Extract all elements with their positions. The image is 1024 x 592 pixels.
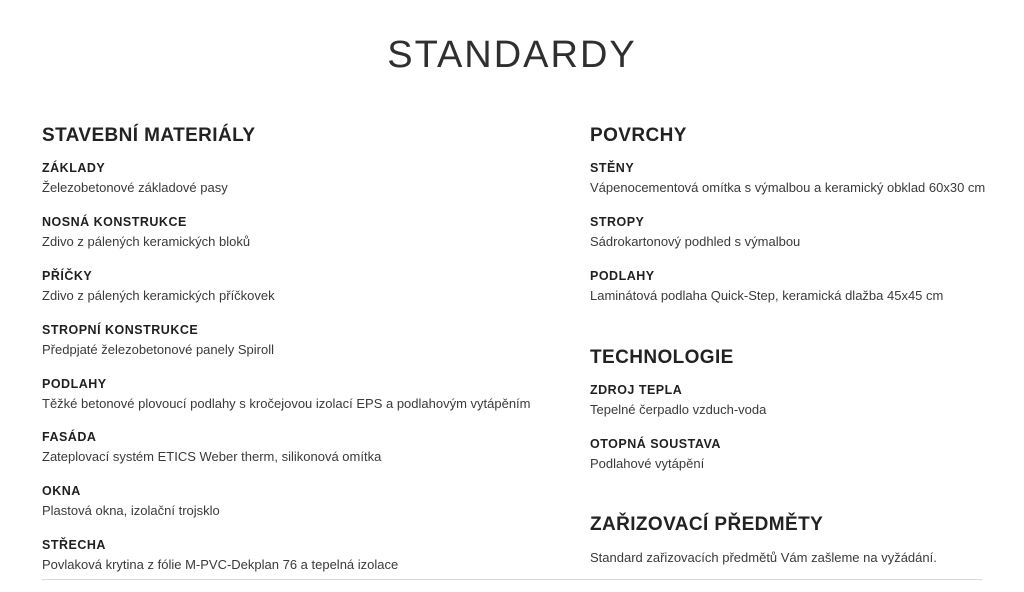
section-title: ZAŘIZOVACÍ PŘEDMĚTY bbox=[590, 514, 824, 536]
spec-value: Těžké betonové plovoucí podlahy s kročejovou izolací EPS a podlahovým vytápěním bbox=[42, 395, 531, 411]
spec-value: Podlahové vytápění bbox=[590, 455, 705, 471]
spec-item bbox=[590, 161, 1024, 197]
spec-item bbox=[42, 215, 545, 251]
spec-item bbox=[42, 323, 545, 359]
spec-value: Povlaková krytina z fólie M-PVC-Dekplan 76 a tepelná izolace bbox=[42, 557, 399, 573]
content-columns bbox=[0, 77, 1024, 592]
spec-item bbox=[42, 377, 545, 413]
section-povrchy bbox=[590, 125, 1024, 305]
spec-value: Laminátová podlaha Quick-Step, keramická dlažba 45x45 cm bbox=[590, 287, 944, 303]
section-zarizovaci-predmety bbox=[590, 514, 1024, 567]
spec-value: Zdivo z pálených keramických bloků bbox=[42, 233, 251, 249]
spec-value: Zdivo z pálených keramických příčkovek bbox=[42, 287, 275, 303]
spec-value: Plastová okna, izolační trojsklo bbox=[42, 503, 220, 519]
right-column bbox=[545, 125, 1024, 592]
spec-item bbox=[42, 269, 545, 305]
spec-item bbox=[590, 383, 1024, 419]
spec-label: ZDROJ TEPLA bbox=[590, 382, 683, 397]
spec-value: Předpjaté železobetonové panely Spiroll bbox=[42, 341, 274, 357]
spec-label: FASÁDA bbox=[42, 430, 97, 445]
spec-label: PODLAHY bbox=[590, 268, 655, 283]
spec-label: PŘÍČKY bbox=[42, 268, 93, 283]
spec-item bbox=[42, 430, 545, 466]
spec-value: Standard zařizovacích předmětů Vám zašleme na vyžádání. bbox=[590, 550, 937, 566]
spec-value: Sádrokartonový podhled s výmalbou bbox=[590, 233, 801, 249]
spec-label: OTOPNÁ SOUSTAVA bbox=[590, 436, 721, 451]
spec-item bbox=[590, 550, 1024, 567]
section-stavebni-materialy bbox=[42, 125, 545, 574]
spec-label: PODLAHY bbox=[42, 376, 107, 391]
left-column bbox=[0, 125, 545, 592]
spec-value: Tepelné čerpadlo vzduch-voda bbox=[590, 401, 767, 417]
spec-label: STROPY bbox=[590, 214, 645, 229]
spec-item bbox=[42, 484, 545, 520]
section-title: TECHNOLOGIE bbox=[590, 346, 734, 368]
spec-label: NOSNÁ KONSTRUKCE bbox=[42, 214, 187, 229]
spec-label: ZÁKLADY bbox=[42, 161, 106, 175]
spec-item bbox=[42, 161, 545, 197]
spec-value: Zateplovací systém ETICS Weber therm, silikonová omítka bbox=[42, 449, 382, 465]
spec-item bbox=[590, 269, 1024, 305]
page-title: STANDARDY bbox=[387, 34, 637, 76]
spec-item bbox=[42, 538, 545, 574]
bottom-divider bbox=[42, 579, 982, 580]
section-title: STAVEBNÍ MATERIÁLY bbox=[42, 125, 256, 146]
spec-label: OKNA bbox=[42, 484, 81, 499]
spec-label: STĚNY bbox=[590, 161, 635, 175]
spec-label: STŘECHA bbox=[42, 538, 106, 553]
spec-value: Železobetonové základové pasy bbox=[42, 180, 228, 195]
spec-value: Vápenocementová omítka s výmalbou a keramický obklad 60x30 cm bbox=[590, 180, 986, 195]
section-technologie bbox=[590, 347, 1024, 473]
spec-item bbox=[590, 215, 1024, 251]
section-title: POVRCHY bbox=[590, 125, 687, 146]
spec-item bbox=[590, 437, 1024, 473]
spec-label: STROPNÍ KONSTRUKCE bbox=[42, 322, 199, 337]
